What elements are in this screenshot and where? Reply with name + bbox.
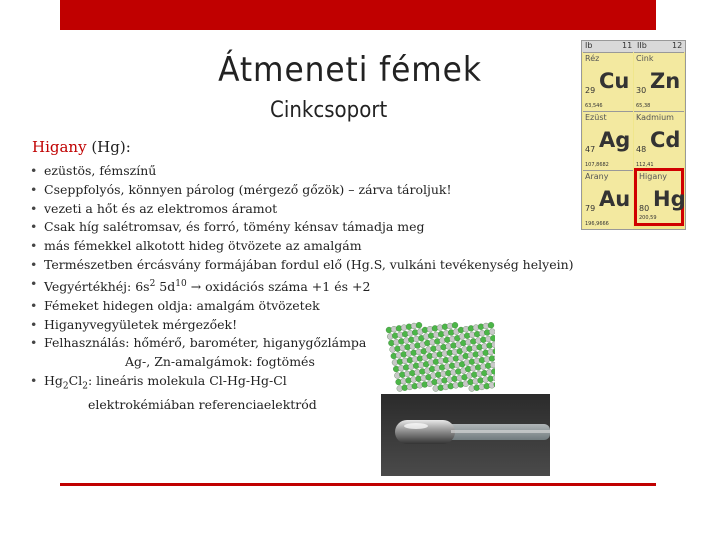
heading-rest: (Hg):: [86, 138, 131, 156]
element-name: Arany: [585, 172, 609, 181]
list-item-continuation: Ag-, Zn-amalgámok: fogtömés: [125, 354, 315, 370]
heading-highlight: Higany: [32, 138, 87, 156]
formula-sub: 2: [62, 381, 69, 392]
formula-part: Cl: [68, 372, 83, 388]
element-name: Réz: [585, 54, 600, 63]
config-mid: 5d: [155, 278, 176, 294]
list-item: • Fémeket hidegen oldja: amalgám ötvözetek: [30, 297, 574, 316]
formula-suffix: : lineáris molekula Cl-Hg-Hg-Cl: [87, 372, 287, 388]
bottom-accent-bar: [60, 483, 656, 486]
top-accent-bar: [60, 0, 656, 30]
group-header: [582, 41, 685, 52]
element-symbol: Hg: [653, 187, 686, 211]
element-name: Kadmium: [636, 113, 674, 122]
list-item-continuation: elektrokémiában referenciaelektród: [88, 397, 317, 413]
element-cell-cu: [583, 52, 633, 111]
element-heading: [32, 138, 131, 156]
atomic-number: 47: [585, 145, 596, 154]
list-item: • ezüstös, fémszínű: [30, 162, 574, 181]
element-cell-au: [583, 170, 633, 229]
slide-subtitle: Cinkcsoport: [270, 98, 388, 123]
amalgam-lattice-image: [383, 320, 495, 400]
atomic-mass: 196,9666: [585, 221, 609, 227]
mercury-thermometer-photo: [381, 394, 550, 476]
element-name: Higany: [639, 172, 668, 181]
group-label: IIb: [637, 41, 647, 50]
atomic-mass: 65,38: [636, 103, 651, 109]
group-label: Ib: [585, 41, 593, 50]
list-item-config: [30, 275, 574, 297]
element-name: Cink: [636, 54, 654, 63]
list-item: • Felhasználás: hőmérő, barométer, higanygőzlámpa: [30, 334, 574, 353]
group-number: 12: [672, 41, 683, 50]
formula-part: Hg: [44, 372, 63, 388]
atomic-number: 79: [585, 204, 596, 213]
element-symbol: Cd: [650, 128, 681, 152]
formula-sub: 2: [82, 381, 88, 392]
list-item: • Higanyvegyületek mérgezőek!: [30, 316, 574, 335]
periodic-table-inset: [581, 40, 686, 230]
list-item: • Cseppfolyós, könnyen párolog (mérgező gőzök) – zárva tároljuk!: [30, 181, 574, 200]
group-number: 11: [622, 41, 633, 50]
list-item: • vezeti a hőt és az elektromos áramot: [30, 200, 574, 219]
atomic-mass: 200,59: [639, 215, 657, 221]
atomic-number: 29: [585, 86, 596, 95]
slide-title: Átmeneti fémek: [218, 50, 482, 90]
atomic-number: 30: [636, 86, 647, 95]
element-cell-ag: [583, 111, 633, 170]
atomic-mass: 112,41: [636, 162, 654, 168]
atomic-mass: 107,8682: [585, 162, 609, 168]
element-symbol: Ag: [599, 128, 631, 152]
atomic-number: 48: [636, 145, 647, 154]
list-item: • Csak híg salétromsav, és forró, tömény kénsav támadja meg: [30, 218, 574, 237]
config-s: 2: [149, 278, 156, 289]
list-item: • Természetben ércásvány formájában fordul elő (Hg.S, vulkáni tevékenység helyein): [30, 256, 574, 275]
config-prefix: Vegyértékhéj: 6s: [44, 278, 150, 294]
config-d: 10: [175, 278, 187, 289]
atomic-mass: 63,546: [585, 103, 603, 109]
element-symbol: Cu: [599, 69, 630, 93]
config-suffix: → oxidációs száma +1 és +2: [186, 278, 371, 294]
element-cell-hg: [634, 168, 684, 226]
element-name: Ezüst: [585, 113, 607, 122]
element-cell-zn: [634, 52, 684, 111]
element-cell-cd: [634, 111, 684, 170]
element-symbol: Au: [599, 187, 631, 211]
atomic-number: 80: [639, 204, 650, 213]
list-item: • más fémekkel alkotott hideg ötvözete az amalgám: [30, 237, 574, 256]
element-symbol: Zn: [650, 69, 681, 93]
